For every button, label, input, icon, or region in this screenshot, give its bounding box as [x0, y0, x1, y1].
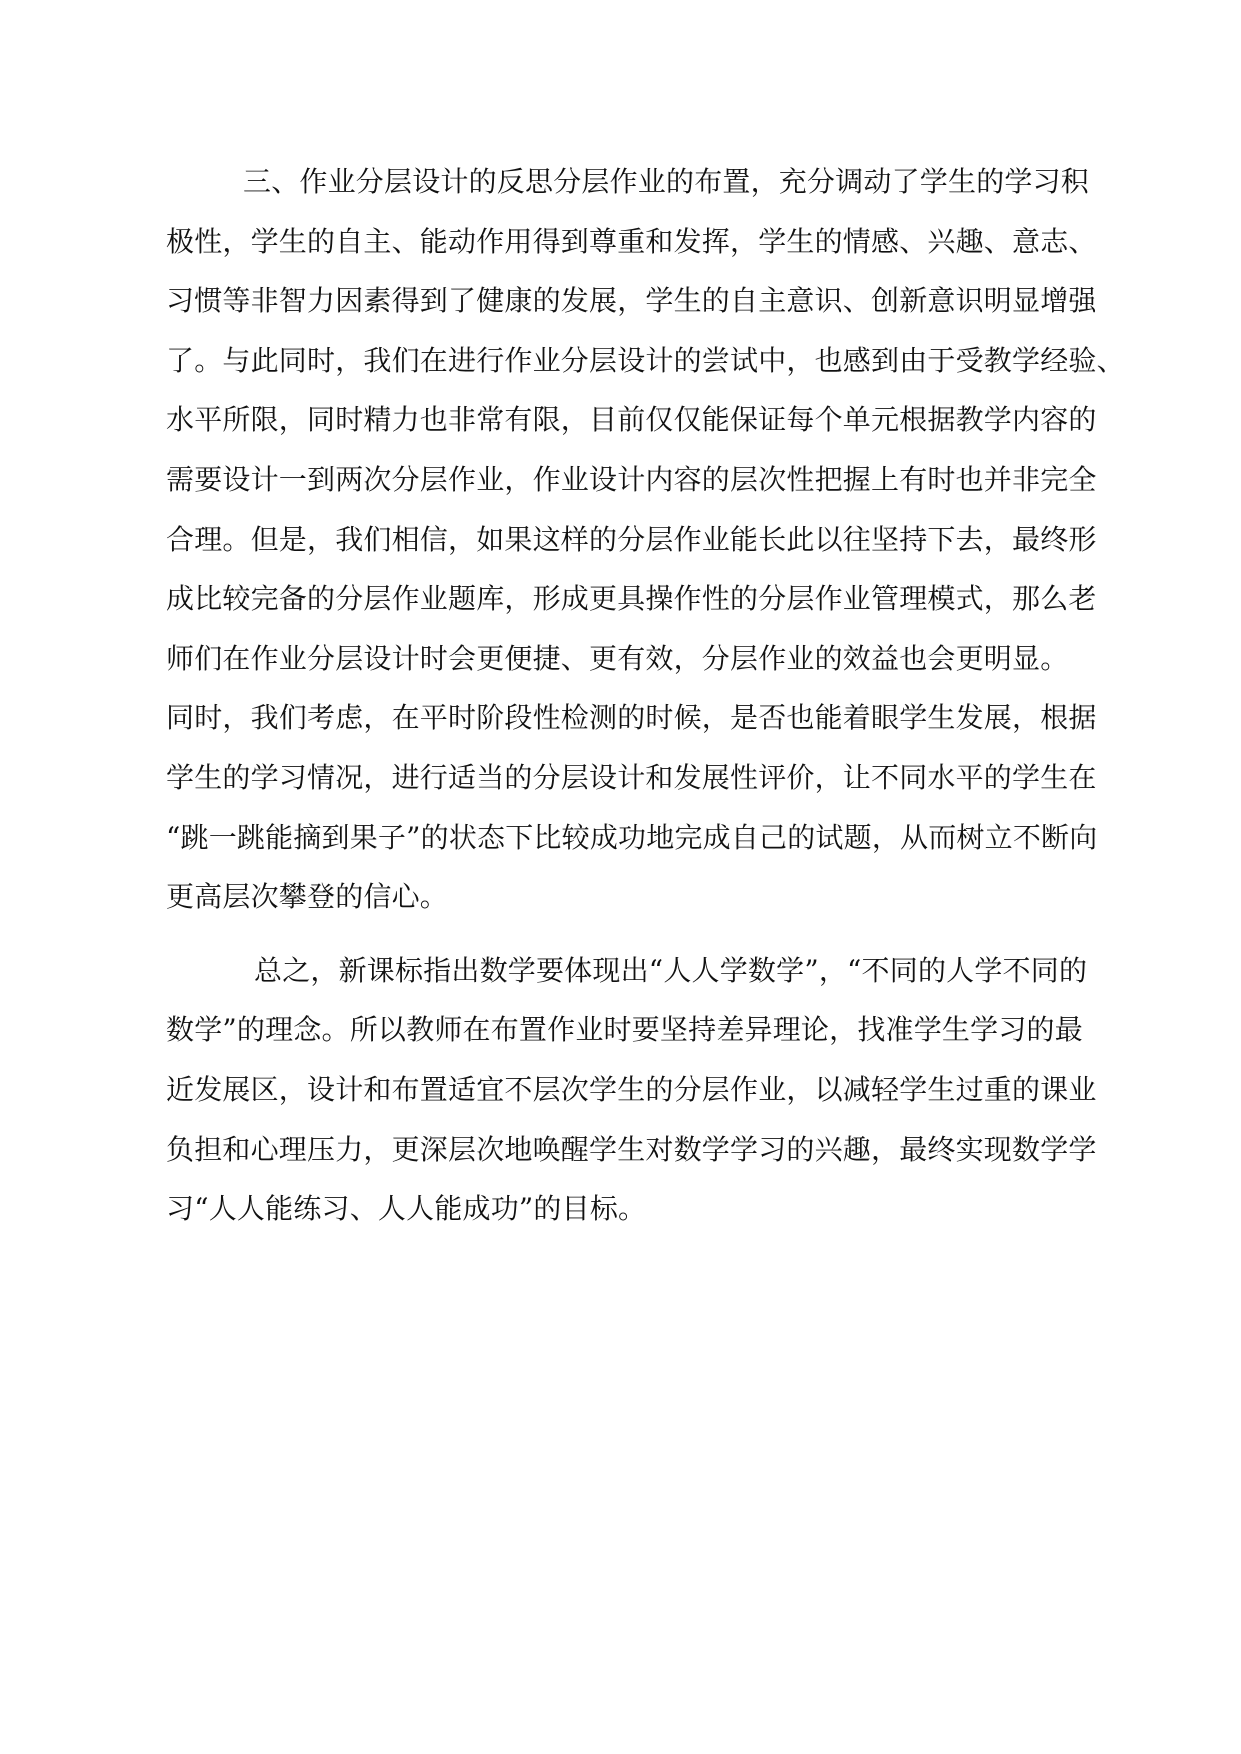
text-line: 习“人人能练习、人人能成功”的目标。	[166, 1192, 647, 1226]
text-line: 近发展区，设计和布置适宜不层次学生的分层作业，以减轻学生过重的课业	[166, 1072, 1097, 1106]
text-line: 学生的学习情况，进行适当的分层设计和发展性评价，让不同水平的学生在	[166, 760, 1097, 794]
text-line: 需要设计一到两次分层作业，作业设计内容的层次性把握上有时也并非完全	[166, 462, 1097, 496]
text-line: 更高层次攀登的信心。	[166, 880, 449, 914]
text-line: “跳一跳能摘到果子”的状态下比较成功地完成自己的试题，从而树立不断向	[166, 820, 1098, 854]
text-line: 合理。但是，我们相信，如果这样的分层作业能长此以往坚持下去，最终形	[166, 522, 1097, 556]
text-line: 了。与此同时，我们在进行作业分层设计的尝试中，也感到由于受教学经验、	[166, 343, 1125, 377]
text-line: 极性，学生的自主、能动作用得到尊重和发挥，学生的情感、兴趣、意志、	[166, 224, 1097, 258]
text-line: 三、作业分层设计的反思分层作业的布置，充分调动了学生的学习积	[243, 165, 1090, 198]
text-line: 水平所限，同时精力也非常有限，目前仅仅能保证每个单元根据教学内容的	[166, 403, 1097, 437]
paragraph-conclusion	[166, 941, 1097, 1239]
text-line: 同时，我们考虑，在平时阶段性检测的时候，是否也能着眼学生发展，根据	[166, 701, 1097, 735]
text-line: 师们在作业分层设计时会更便捷、更有效，分层作业的效益也会更明显。	[166, 641, 1069, 675]
text-line: 总之，新课标指出数学要体现出“人人学数学”，“不同的人学不同的	[254, 953, 1088, 987]
document-body	[166, 152, 1125, 1239]
text-line: 习惯等非智力因素得到了健康的发展，学生的自主意识、创新意识明显增强	[166, 284, 1097, 318]
text-line: 数学”的理念。所以教师在布置作业时要坚持差异理论，找准学生学习的最	[166, 1013, 1083, 1047]
text-line: 成比较完备的分层作业题库，形成更具操作性的分层作业管理模式，那么老	[166, 582, 1097, 616]
paragraph-gap	[166, 927, 1078, 941]
paragraph-reflection	[166, 152, 1125, 927]
text-line: 负担和心理压力，更深层次地唤醒学生对数学学习的兴趣，最终实现数学学	[166, 1132, 1097, 1166]
